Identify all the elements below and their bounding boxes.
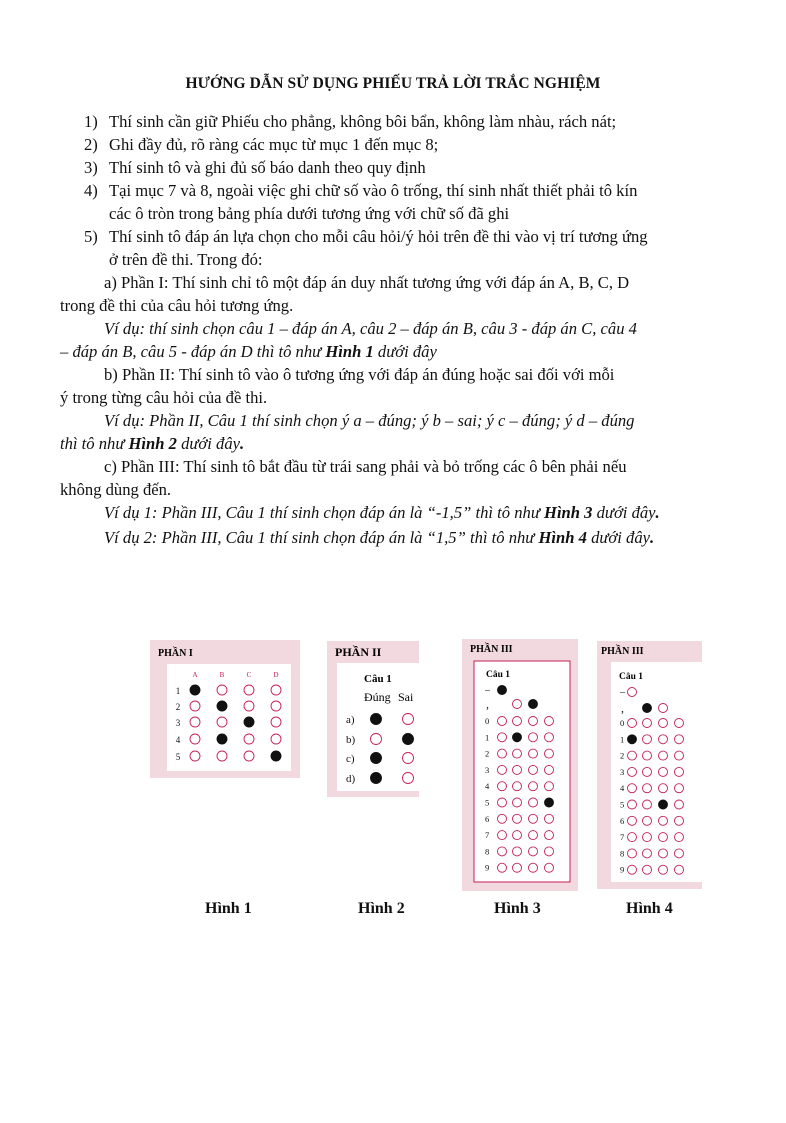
fig3-digit-bubble bbox=[529, 831, 538, 840]
fig4-digit-bubble bbox=[628, 719, 637, 728]
fig3-digit-label: 2 bbox=[485, 748, 490, 759]
fig4-digit-label: 1 bbox=[620, 734, 625, 745]
figure-2-col-false: Sai bbox=[398, 690, 414, 704]
fig3-digit-bubble bbox=[529, 798, 538, 807]
figure-3 bbox=[462, 639, 578, 891]
fig3-digit-label: 0 bbox=[485, 716, 490, 726]
fig3-digit-bubble bbox=[498, 798, 507, 807]
fig3-digit-bubble bbox=[513, 798, 522, 807]
sub-b-line2: ý trong từng câu hỏi của đề thi. bbox=[60, 388, 268, 407]
fig3-digit-label: 4 bbox=[485, 781, 490, 792]
fig3-digit-bubble bbox=[513, 749, 522, 758]
caption-figure-4: Hình 4 bbox=[626, 900, 673, 917]
example-b-line1: Ví dụ: Phần II, Câu 1 thí sinh chọn ý a – đúng; ý b – sai; ý c – đúng; ý d – đúng bbox=[104, 411, 635, 430]
fig4-digit-bubble bbox=[675, 865, 684, 874]
fig4-digit-bubble bbox=[643, 735, 652, 744]
fig4-digit-bubble bbox=[675, 800, 684, 809]
fig4-comma-bubble bbox=[659, 704, 668, 713]
fig3-digit-bubble bbox=[529, 782, 538, 791]
fig4-digit-label: 3 bbox=[620, 766, 625, 777]
fig4-digit-bubble bbox=[675, 735, 684, 744]
figure-1-bubble bbox=[217, 717, 227, 727]
fig3-comma-label: , bbox=[486, 697, 489, 711]
figure-4 bbox=[597, 641, 702, 889]
fig4-digit-bubble bbox=[643, 751, 652, 760]
figure-1-bubble bbox=[190, 751, 200, 761]
figure-2-bubble-false bbox=[403, 734, 414, 745]
fig4-digit-bubble bbox=[643, 816, 652, 825]
figure-1-bubble bbox=[190, 734, 200, 744]
fig3-digit-bubble bbox=[545, 717, 554, 726]
fig4-comma-bubble bbox=[643, 704, 652, 713]
fig4-digit-bubble bbox=[628, 767, 637, 776]
fig3-digit-bubble bbox=[513, 847, 522, 856]
fig4-digit-bubble bbox=[659, 767, 668, 776]
fig3-digit-label: 9 bbox=[485, 862, 490, 873]
fig3-digit-bubble bbox=[513, 814, 522, 823]
figure-2-row-label: b) bbox=[346, 734, 356, 746]
fig3-digit-bubble bbox=[513, 863, 522, 872]
fig4-digit-label: 4 bbox=[620, 783, 625, 794]
item-2: 2) Ghi đầy đủ, rõ ràng các mục từ mục 1 đến mục 8; bbox=[84, 135, 439, 154]
fig4-digit-bubble bbox=[628, 865, 637, 874]
fig4-digit-bubble bbox=[675, 784, 684, 793]
sub-a-line1: a) Phần I: Thí sinh chỉ tô một đáp án duy nhất tương ứng với đáp án A, B, C, D bbox=[104, 273, 630, 292]
fig3-comma-bubble bbox=[513, 700, 522, 709]
fig4-digit-bubble bbox=[628, 735, 637, 744]
figure-2-row-label: c) bbox=[346, 753, 355, 765]
fig4-digit-label: 6 bbox=[620, 815, 625, 826]
example-c2: Ví dụ 2: Phần III, Câu 1 thí sinh chọn đáp án là “1,5” thì tô như Hình 4 dưới đây. bbox=[104, 528, 655, 547]
item-3: 3) Thí sinh tô và ghi đủ số báo danh theo quy định bbox=[84, 158, 426, 177]
fig3-digit-label: 6 bbox=[485, 813, 490, 824]
item-1: 1) Thí sinh cần giữ Phiếu cho phẳng, không bôi bẩn, không làm nhàu, rách nát; bbox=[84, 112, 617, 131]
fig3-digit-bubble bbox=[545, 733, 554, 742]
fig3-comma-bubble bbox=[529, 700, 538, 709]
fig3-digit-bubble bbox=[545, 782, 554, 791]
fig3-digit-bubble bbox=[545, 749, 554, 758]
fig4-digit-label: 5 bbox=[620, 799, 625, 810]
figure-1-row-label: 2 bbox=[175, 702, 181, 712]
fig3-digit-bubble bbox=[498, 782, 507, 791]
fig3-digit-bubble bbox=[529, 749, 538, 758]
figure-1-col-label: A bbox=[192, 671, 198, 679]
fig3-digit-bubble bbox=[529, 717, 538, 726]
figure-1-header: PHẦN I bbox=[158, 648, 193, 659]
figure-1-bubble bbox=[217, 685, 227, 695]
fig4-digit-bubble bbox=[643, 865, 652, 874]
fig3-digit-label: 1 bbox=[485, 732, 490, 743]
fig4-digit-bubble bbox=[628, 800, 637, 809]
sub-c-line2: không dùng đến. bbox=[60, 480, 172, 499]
example-a-line2: – đáp án B, câu 5 - đáp án D thì tô như Hình 1 dưới đây bbox=[60, 342, 437, 361]
figure-2-col-true: Đúng bbox=[364, 690, 391, 704]
figure-2-bubble-false bbox=[403, 753, 414, 764]
figure-2-bubble-false bbox=[403, 773, 414, 784]
figure-2-header: PHẦN II bbox=[335, 645, 382, 659]
fig3-digit-bubble bbox=[513, 717, 522, 726]
fig3-digit-bubble bbox=[545, 863, 554, 872]
figure-1-col-label: D bbox=[273, 671, 279, 679]
fig3-digit-bubble bbox=[498, 749, 507, 758]
figure-1-bubble bbox=[190, 685, 200, 695]
caption-figure-1: Hình 1 bbox=[205, 900, 252, 917]
fig3-digit-bubble bbox=[545, 765, 554, 774]
fig4-digit-bubble bbox=[675, 849, 684, 858]
fig4-digit-bubble bbox=[628, 751, 637, 760]
fig4-digit-bubble bbox=[675, 719, 684, 728]
fig4-digit-bubble bbox=[628, 816, 637, 825]
figure-1-bubble bbox=[244, 751, 254, 761]
figure-4-question: Câu 1 bbox=[619, 672, 644, 682]
figure-1-bubble bbox=[190, 701, 200, 711]
fig3-digit-label: 8 bbox=[485, 846, 490, 857]
fig4-digit-bubble bbox=[643, 719, 652, 728]
figure-2-row-label: d) bbox=[346, 773, 356, 785]
fig4-digit-label: 9 bbox=[620, 864, 625, 875]
fig3-digit-bubble bbox=[545, 847, 554, 856]
fig4-digit-bubble bbox=[628, 784, 637, 793]
fig4-digit-label: 2 bbox=[620, 750, 625, 761]
figure-4-header: PHẦN III bbox=[601, 646, 644, 657]
fig3-digit-bubble bbox=[513, 782, 522, 791]
fig4-digit-bubble bbox=[643, 784, 652, 793]
fig4-digit-bubble bbox=[659, 849, 668, 858]
fig3-digit-bubble bbox=[529, 847, 538, 856]
fig4-digit-bubble bbox=[643, 767, 652, 776]
figure-1-bubble bbox=[217, 751, 227, 761]
fig3-digit-bubble bbox=[498, 717, 507, 726]
fig3-minus-bubble bbox=[498, 686, 507, 695]
fig3-minus-label: – bbox=[485, 685, 490, 696]
fig4-digit-bubble bbox=[659, 833, 668, 842]
fig3-digit-bubble bbox=[513, 831, 522, 840]
fig4-digit-bubble bbox=[643, 833, 652, 842]
figure-2-bubble-true bbox=[371, 753, 382, 764]
fig4-minus-label: – bbox=[620, 687, 625, 698]
fig3-digit-bubble bbox=[498, 831, 507, 840]
fig3-digit-bubble bbox=[529, 863, 538, 872]
fig3-digit-label: 5 bbox=[485, 797, 490, 808]
fig4-digit-bubble bbox=[628, 833, 637, 842]
fig3-digit-bubble bbox=[498, 863, 507, 872]
figure-1-col-label: B bbox=[219, 671, 225, 679]
fig4-comma-label: , bbox=[621, 701, 624, 715]
figure-1 bbox=[150, 640, 300, 778]
figure-2-bubble-false bbox=[403, 714, 414, 725]
fig4-digit-bubble bbox=[659, 800, 668, 809]
fig3-digit-bubble bbox=[513, 765, 522, 774]
fig3-digit-bubble bbox=[498, 847, 507, 856]
fig4-digit-bubble bbox=[659, 784, 668, 793]
fig4-digit-bubble bbox=[643, 849, 652, 858]
fig3-digit-bubble bbox=[513, 733, 522, 742]
figure-1-row-label: 4 bbox=[175, 735, 181, 745]
caption-figure-3: Hình 3 bbox=[494, 900, 541, 917]
figure-2-bubble-true bbox=[371, 714, 382, 725]
figure-2-bubble-true bbox=[371, 734, 382, 745]
figure-1-col-label: C bbox=[246, 671, 252, 679]
fig3-digit-bubble bbox=[545, 814, 554, 823]
sub-b-line1: b) Phần II: Thí sinh tô vào ô tương ứng với đáp án đúng hoặc sai đối với mỗi bbox=[104, 365, 615, 384]
item-5-cont: ở trên đề thi. Trong đó: bbox=[109, 250, 263, 269]
figure-2-row-label: a) bbox=[346, 714, 355, 726]
figure-1-bubble bbox=[244, 717, 254, 727]
fig4-digit-bubble bbox=[675, 816, 684, 825]
example-c1: Ví dụ 1: Phần III, Câu 1 thí sinh chọn đáp án là “-1,5” thì tô như Hình 3 dưới đây. bbox=[104, 503, 660, 522]
fig4-digit-bubble bbox=[659, 719, 668, 728]
figure-1-row-label: 3 bbox=[175, 718, 181, 728]
fig4-digit-bubble bbox=[675, 767, 684, 776]
example-a-line1: Ví dụ: thí sinh chọn câu 1 – đáp án A, câu 2 – đáp án B, câu 3 - đáp án C, câu 4 bbox=[104, 319, 637, 338]
figure-3-header: PHẦN III bbox=[470, 644, 513, 655]
fig4-digit-label: 8 bbox=[620, 848, 625, 859]
figure-1-bubble bbox=[217, 701, 227, 711]
fig3-digit-bubble bbox=[498, 733, 507, 742]
example-b-line2: thì tô như Hình 2 dưới đây. bbox=[60, 434, 245, 453]
fig3-digit-bubble bbox=[529, 765, 538, 774]
figure-1-bubble bbox=[244, 701, 254, 711]
fig3-digit-bubble bbox=[529, 733, 538, 742]
figure-1-row-label: 1 bbox=[175, 686, 181, 696]
figure-1-bubble bbox=[271, 701, 281, 711]
fig4-digit-label: 7 bbox=[620, 832, 625, 843]
figure-1-row-label: 5 bbox=[175, 752, 181, 762]
figure-2-question: Câu 1 bbox=[364, 673, 392, 685]
figure-3-question: Câu 1 bbox=[486, 670, 511, 680]
item-5: 5) Thí sinh tô đáp án lựa chọn cho mỗi câu hỏi/ý hỏi trên đề thi vào vị trí tương ứng bbox=[84, 227, 648, 246]
page-title: HƯỚNG DẪN SỬ DỤNG PHIẾU TRẢ LỜI TRẮC NGHIỆM bbox=[185, 75, 601, 92]
sub-a-line2: trong đề thi của câu hỏi tương ứng. bbox=[60, 296, 294, 315]
fig4-digit-bubble bbox=[659, 751, 668, 760]
sub-c-line1: c) Phần III: Thí sinh tô bắt đầu từ trái sang phải và bỏ trống các ô bên phải nếu bbox=[104, 457, 627, 476]
fig4-digit-bubble bbox=[675, 751, 684, 760]
fig3-digit-bubble bbox=[498, 814, 507, 823]
fig3-digit-label: 3 bbox=[485, 764, 490, 775]
figure-1-bubble bbox=[271, 751, 281, 761]
fig3-digit-bubble bbox=[545, 831, 554, 840]
fig4-digit-bubble bbox=[659, 816, 668, 825]
fig3-digit-label: 7 bbox=[485, 830, 490, 841]
figure-1-bubble bbox=[217, 734, 227, 744]
fig3-digit-bubble bbox=[545, 798, 554, 807]
item-4-cont: các ô tròn trong bảng phía dưới tương ứng với chữ số đã ghi bbox=[109, 204, 510, 223]
figure-1-bubble bbox=[271, 685, 281, 695]
figure-2-bubble-true bbox=[371, 773, 382, 784]
figure-1-bubble bbox=[244, 685, 254, 695]
fig4-minus-bubble bbox=[628, 688, 637, 697]
fig4-digit-bubble bbox=[628, 849, 637, 858]
figure-2 bbox=[327, 641, 419, 797]
figure-1-bubble bbox=[271, 734, 281, 744]
caption-figure-2: Hình 2 bbox=[358, 900, 405, 917]
fig4-digit-label: 0 bbox=[620, 718, 625, 728]
fig4-digit-bubble bbox=[675, 833, 684, 842]
fig3-digit-bubble bbox=[498, 765, 507, 774]
item-4: 4) Tại mục 7 và 8, ngoài việc ghi chữ số vào ô trống, thí sinh nhất thiết phải tô kín bbox=[84, 181, 638, 200]
fig3-digit-bubble bbox=[529, 814, 538, 823]
figure-1-bubble bbox=[244, 734, 254, 744]
fig4-digit-bubble bbox=[659, 865, 668, 874]
fig4-digit-bubble bbox=[643, 800, 652, 809]
figure-1-bubble bbox=[271, 717, 281, 727]
fig4-digit-bubble bbox=[659, 735, 668, 744]
figure-1-bubble bbox=[190, 717, 200, 727]
